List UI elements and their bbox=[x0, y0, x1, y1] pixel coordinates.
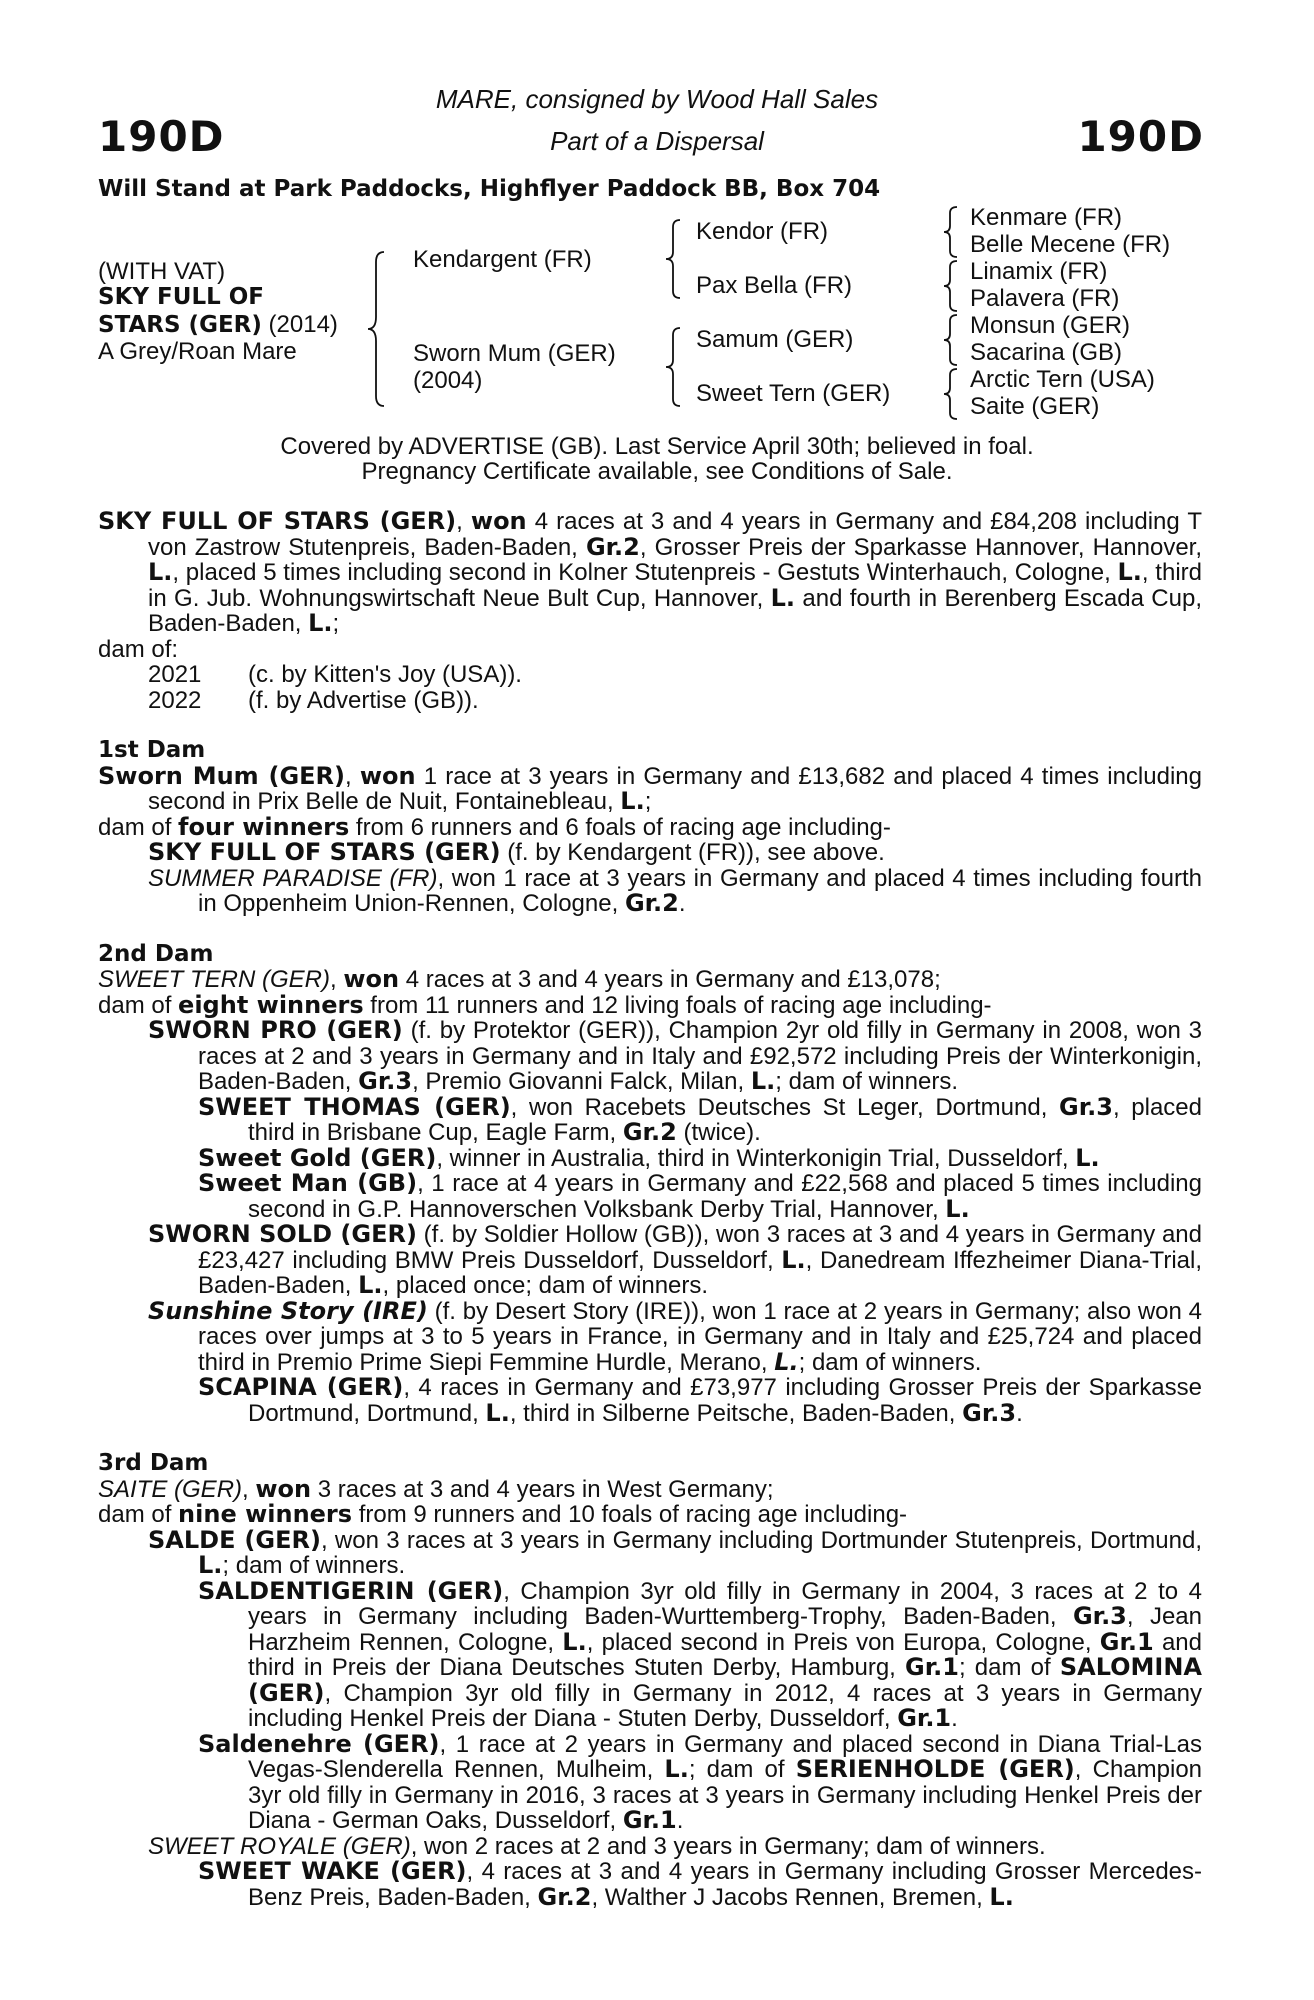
second-dam-heading: 2nd Dam bbox=[98, 940, 214, 967]
produce-name: SKY FULL OF STARS (GER) bbox=[148, 838, 501, 866]
produce-text: , Walther J Jacobs Rennen, Bremen, bbox=[591, 1883, 990, 1911]
produce-listed: L. bbox=[562, 1627, 587, 1656]
winners-count: eight winners bbox=[178, 990, 364, 1019]
produce-name: SCAPINA (GER) bbox=[198, 1373, 404, 1401]
produce-text: , placed second in Preis von Europa, Cologne, bbox=[586, 1628, 1100, 1656]
produce-listed: L. bbox=[198, 1551, 223, 1579]
first-dam-produce-summary bbox=[98, 812, 1202, 841]
produce-entry bbox=[98, 1296, 1202, 1376]
produce-text: , placed third in Brisbane Cup, Eagle Farm, bbox=[248, 1093, 1202, 1146]
first-dam-record: Sworn Mum (GER), won 1 race at 3 years in Germany and £13,682 and placed 4 times including second in Prix Belle de Nuit, Fontainebleau, L.; bbox=[98, 761, 1202, 815]
produce-text: . bbox=[676, 1807, 684, 1834]
record-text: ; bbox=[332, 610, 340, 637]
dam-text: dam of bbox=[98, 813, 179, 841]
produce-text: , won 3 races at 3 years in Germany including Dortmunder Stutenpreis, Dortmund, bbox=[320, 1526, 1202, 1554]
produce-text: ; dam of bbox=[958, 1654, 1060, 1681]
produce-text: ; dam of winners. bbox=[775, 1068, 959, 1095]
third-dam-heading: 3rd Dam bbox=[98, 1450, 209, 1476]
produce-grade: Gr.2 bbox=[624, 889, 679, 917]
stand-location: Will Stand at Park Paddocks, Highflyer Paddock BB, Box 704 bbox=[98, 176, 881, 202]
winners-count: four winners bbox=[178, 812, 350, 841]
produce-text: , Danedream Iffezheimer Diana-Trial, Baden-Baden, bbox=[198, 1246, 1202, 1299]
produce-name: Sweet Man (GB) bbox=[198, 1169, 418, 1197]
produce-name: Sunshine Story (IRE) bbox=[148, 1296, 428, 1325]
produce-grade: Gr.3 bbox=[962, 1398, 1017, 1427]
dam-name: SWEET TERN (GER) bbox=[98, 966, 330, 993]
produce-name: SWEET WAKE (GER) bbox=[198, 1857, 467, 1885]
second-dam-produce-summary bbox=[98, 990, 1202, 1019]
grandproduce-entry bbox=[98, 1729, 1203, 1834]
produce-grade: Gr.3 bbox=[358, 1067, 413, 1095]
produce-text: ; dam of winners. bbox=[222, 1552, 406, 1579]
produce-text: and third in Preis der Diana Deutsches Stuten Derby, Hamburg, bbox=[248, 1628, 1202, 1681]
produce-text: (f. by Protektor (GER)), Champion 2yr old filly in Germany in 2008, won 3 races at 2 and 3 years in Germany and in Italy and £92,572 including Preis der Winterkonigin, Baden-Baden, bbox=[198, 1017, 1202, 1095]
produce-grade: Gr.3 bbox=[1072, 1602, 1127, 1630]
produce-text: , 4 races at 3 and 4 years in Germany including Grosser Mercedes-Benz Preis, Baden-Baden, bbox=[248, 1858, 1203, 1911]
dam-sire: Samum (GER) bbox=[696, 326, 854, 353]
grandproduce-entry bbox=[98, 1859, 1202, 1910]
pedigree-brace-sire bbox=[662, 218, 686, 300]
produce-text: , Premio Giovanni Falck, Milan, bbox=[412, 1068, 751, 1095]
produce-grade: Gr.2 bbox=[537, 1882, 592, 1911]
horse-name-line1: SKY FULL OF bbox=[98, 284, 265, 310]
produce-text: , Champion 3yr old filly in Germany in 2004, 3 races at 2 to 4 years in Germany including Baden-Wurttemberg-Trophy, Baden-Baden, bbox=[248, 1577, 1202, 1630]
gg-dss: Monsun (GER) bbox=[970, 312, 1131, 339]
produce-text: ; dam of bbox=[688, 1756, 796, 1783]
record-listed: L. bbox=[148, 558, 173, 586]
produce-text: (f. by Desert Story (IRE)), won 1 race at 2 years in Germany; also won 4 races over jumps at 3 to 5 years in France, in Germany and in Italy and £25,724 and placed third in Premio Prime Siepi Femmine Hurdle, Merano, bbox=[198, 1297, 1202, 1376]
record-text: , placed 5 times including second in Kolner Stutenpreis - Gestuts Winterhauch, Cologne, bbox=[172, 559, 1118, 586]
grandproduce-entry bbox=[98, 1092, 1202, 1146]
grandproduce-entry bbox=[98, 1143, 1202, 1172]
record-text: , third in G. Jub. Wohnungswirtschaft Neue Bult Cup, Hannover, bbox=[148, 559, 1202, 612]
gg-sss: Kenmare (FR) bbox=[970, 204, 1123, 231]
foal-text: (c. by Kitten's Joy (USA)). bbox=[248, 661, 522, 688]
produce-name: SWEET THOMAS (GER) bbox=[198, 1092, 511, 1121]
record-won: won bbox=[470, 507, 527, 535]
foal-year: 2022 bbox=[148, 686, 202, 714]
produce-text: , Champion 3yr old filly in Germany in 2016, 3 races at 3 years in Germany including Henkel Preis der Diana - German Oaks, Dusseldorf, bbox=[248, 1756, 1203, 1834]
produce-text: , won 1 race at 3 years in Germany and placed 4 times including fourth in Oppenheim Union-Rennen, Cologne, bbox=[198, 864, 1202, 917]
produce-entry bbox=[98, 840, 1202, 866]
produce-grade: Gr.1 bbox=[897, 1704, 952, 1732]
second-dam-record: SWEET TERN (GER), won 4 races at 3 and 4 years in Germany and £13,078; bbox=[98, 965, 941, 993]
produce-grade: Gr.2 bbox=[622, 1118, 677, 1146]
dam-name: Sworn Mum (GER) bbox=[98, 761, 346, 790]
produce-entry bbox=[98, 1018, 1202, 1095]
foal-text: (f. by Advertise (GB)). bbox=[248, 686, 479, 714]
dam-text: ; bbox=[644, 788, 652, 815]
dam-won: won bbox=[255, 1474, 312, 1503]
produce-text: (f. by Soldier Hollow (GB)), won 3 races at 3 and 4 years in Germany and £23,427 including BMW Preis Dusseldorf, Dusseldorf, bbox=[198, 1221, 1202, 1274]
dam-text: 1 race at 3 years in Germany and £13,682 and placed 4 times including second in Prix Belle de Nuit, Fontainebleau, bbox=[148, 762, 1202, 815]
gg-dds: Arctic Tern (USA) bbox=[970, 366, 1155, 393]
produce-text: , 4 races in Germany and £73,977 including Grosser Preis der Sparkasse Dortmund, Dortmund, bbox=[248, 1374, 1202, 1427]
horse-name-line2: STARS (GER) bbox=[98, 312, 262, 338]
sire-name: Kendargent (FR) bbox=[413, 246, 592, 273]
produce-text: . bbox=[678, 890, 686, 917]
produce-listed: L. bbox=[358, 1271, 383, 1299]
winners-count: nine winners bbox=[178, 1500, 353, 1528]
record-listed: L. bbox=[770, 583, 796, 612]
record-listed: L. bbox=[1117, 558, 1142, 586]
produce-text: , Jean Harzheim Rennen, Cologne, bbox=[248, 1603, 1202, 1656]
produce-text: , placed once; dam of winners. bbox=[382, 1272, 709, 1299]
record-horse-name: SKY FULL OF STARS (GER) bbox=[98, 507, 457, 535]
produce-grade: Gr.3 bbox=[1059, 1092, 1113, 1121]
produce-text: . bbox=[951, 1705, 958, 1732]
produce-listed: L. bbox=[781, 1245, 806, 1274]
produce-text: , 1 race at 2 years in Germany and placed second in Diana Trial-Las Vegas-Slenderella Rennen, Mulheim, bbox=[248, 1730, 1202, 1783]
record-text: 4 races at 3 and 4 years in Germany and £84,208 including T von Zastrow Stutenpreis, Baden-Baden, bbox=[148, 508, 1203, 561]
produce-text: , 1 race at 4 years in Germany and £22,568 and placed 5 times including second in G.P. Hannoverschen Volksbank Derby Trial, Hannover, bbox=[248, 1170, 1202, 1223]
produce-grade: Gr.1 bbox=[1099, 1627, 1154, 1656]
gg-dsd: Sacarina (GB) bbox=[970, 339, 1123, 366]
pedigree-brace-g2 bbox=[940, 259, 962, 313]
horse-name-line2-row bbox=[98, 311, 338, 339]
produce-text: ; dam of winners. bbox=[798, 1348, 982, 1376]
first-dam-heading: 1st Dam bbox=[98, 737, 206, 763]
dam-text: from 6 runners and 6 foals of racing age including- bbox=[349, 813, 891, 841]
dam-text: dam of bbox=[98, 991, 179, 1019]
produce-name: SALDE (GER) bbox=[148, 1525, 321, 1554]
consignor-line: MARE, consigned by Wood Hall Sales bbox=[435, 84, 879, 114]
produce-entry bbox=[98, 1222, 1202, 1299]
dam-name: Sworn Mum (GER) bbox=[413, 340, 616, 367]
produce-name: SERIENHOLDE (GER) bbox=[795, 1755, 1075, 1783]
dam-listed: L. bbox=[620, 787, 645, 815]
gg-ddd: Saite (GER) bbox=[970, 393, 1100, 420]
foal-row bbox=[98, 662, 1202, 688]
produce-grade: Gr.1 bbox=[622, 1806, 677, 1834]
record-listed: L. bbox=[308, 609, 333, 637]
produce-text: , won Racebets Deutsches St Leger, Dortmund, bbox=[510, 1093, 1060, 1121]
horse-record: SKY FULL OF STARS (GER), won 4 races at 3 and 4 years in Germany and £84,208 including T von Zastrow Stutenpreis, Baden-Baden, Gr.2, Grosser Preis der Sparkasse Hannover, Hannover, L., placed 5 times including second in Kolner Stutenpreis - Gestuts Winterhauch, Cologne, L., third in G. Jub. Wohnungswirtschaft Neue Bult Cup, Hannover, L. and fourth in Berenberg Escada Cup, Baden-Baden, L.; bbox=[98, 507, 1203, 637]
produce-text: , Champion 3yr old filly in Germany in 2012, 4 races at 3 years in Germany including Henkel Preis der Diana - Stuten Derby, Dusseldorf, bbox=[248, 1679, 1202, 1732]
produce-listed: L. bbox=[664, 1755, 689, 1783]
record-text: and fourth in Berenberg Escada Cup, Baden-Baden, bbox=[148, 584, 1202, 637]
third-dam-produce-summary bbox=[98, 1502, 1202, 1528]
third-dam-record: SAITE (GER), won 3 races at 3 and 4 years in West Germany; bbox=[98, 1474, 774, 1503]
produce-name: SALDENTIGERIN (GER) bbox=[198, 1576, 504, 1605]
produce-text: , third in Silberne Peitsche, Baden-Baden, bbox=[509, 1399, 963, 1427]
dam-text: dam of bbox=[98, 1501, 179, 1528]
dam-name: SAITE (GER) bbox=[98, 1475, 243, 1503]
produce-name: SUMMER PARADISE (FR) bbox=[148, 864, 438, 892]
produce-listed: L. bbox=[750, 1067, 776, 1095]
dam-dam: Sweet Tern (GER) bbox=[696, 380, 891, 407]
lot-number-right: 190D bbox=[1077, 112, 1204, 161]
produce-grade: Gr.1 bbox=[905, 1653, 959, 1681]
produce-name: SALOMINA (GER) bbox=[248, 1653, 1202, 1707]
record-grade: Gr.2 bbox=[585, 532, 640, 561]
lot-number-left: 190D bbox=[98, 112, 225, 161]
covered-line1: Covered by ADVERTISE (GB). Last Service April 30th; believed in foal. bbox=[280, 433, 1034, 460]
horse-description: A Grey/Roan Mare bbox=[98, 338, 297, 365]
produce-name: Saldenehre (GER) bbox=[198, 1729, 440, 1758]
horse-year: (2014) bbox=[261, 311, 338, 338]
produce-listed: L. bbox=[989, 1882, 1014, 1911]
record-text: , Grosser Preis der Sparkasse Hannover, Hannover, bbox=[639, 533, 1202, 561]
dam-won: won bbox=[359, 761, 416, 790]
dam-text: 3 races at 3 and 4 years in West Germany; bbox=[311, 1475, 774, 1503]
dam-year: (2004) bbox=[413, 367, 483, 394]
sire-dam: Pax Bella (FR) bbox=[696, 272, 853, 299]
pedigree-brace-dam bbox=[662, 326, 686, 408]
produce-listed: L. bbox=[774, 1347, 799, 1376]
produce-text: . bbox=[1016, 1399, 1023, 1427]
dam-text: from 9 runners and 10 foals of racing age including- bbox=[352, 1501, 908, 1528]
produce-name: SWORN SOLD (GER) bbox=[148, 1220, 417, 1248]
pedigree-brace-g4 bbox=[940, 367, 962, 421]
grandproduce-entry bbox=[98, 1576, 1202, 1732]
pedigree-brace-g3 bbox=[940, 313, 962, 367]
dispersal-line: Part of a Dispersal bbox=[550, 126, 764, 156]
produce-name: SWORN PRO (GER) bbox=[148, 1016, 403, 1044]
produce-listed: L. bbox=[1075, 1143, 1100, 1172]
pedigree-brace-main bbox=[364, 250, 392, 408]
gg-ssd: Belle Mecene (FR) bbox=[970, 231, 1171, 258]
dam-text: 4 races at 3 and 4 years in Germany and £13,078; bbox=[399, 966, 941, 993]
catalogue-body bbox=[98, 509, 1202, 1910]
pedigree-brace-g1 bbox=[940, 205, 962, 259]
sire-sire: Kendor (FR) bbox=[696, 218, 829, 245]
grandproduce-entry bbox=[98, 1171, 1202, 1222]
produce-text: (f. by Kendargent (FR)), see above. bbox=[500, 839, 885, 866]
foal-row bbox=[98, 688, 1202, 714]
produce-text: , winner in Australia, third in Winterkonigin Trial, Dusseldorf, bbox=[436, 1144, 1076, 1172]
gg-sdd: Palavera (FR) bbox=[970, 285, 1120, 312]
produce-listed: L. bbox=[945, 1194, 970, 1223]
vat-note: (WITH VAT) bbox=[98, 258, 226, 285]
dam-won: won bbox=[343, 965, 400, 993]
produce-text: , won 2 races at 2 and 3 years in Germany; dam of winners. bbox=[410, 1832, 1046, 1860]
produce-name: SWEET ROYALE (GER) bbox=[148, 1832, 411, 1860]
produce-listed: L. bbox=[485, 1398, 510, 1427]
dam-text: from 11 runners and 12 living foals of racing age including- bbox=[363, 991, 992, 1019]
grandproduce-entry bbox=[98, 1375, 1202, 1426]
gg-sds: Linamix (FR) bbox=[970, 258, 1108, 285]
foal-year: 2021 bbox=[148, 661, 202, 688]
covered-line2: Pregnancy Certificate available, see Conditions of Sale. bbox=[361, 458, 953, 485]
produce-name: Sweet Gold (GER) bbox=[198, 1143, 437, 1172]
produce-entry bbox=[98, 1834, 1202, 1860]
produce-entry bbox=[98, 866, 1202, 917]
dam-of-label: dam of: bbox=[98, 635, 179, 663]
produce-entry bbox=[98, 1525, 1202, 1579]
produce-text: (twice). bbox=[676, 1119, 761, 1146]
